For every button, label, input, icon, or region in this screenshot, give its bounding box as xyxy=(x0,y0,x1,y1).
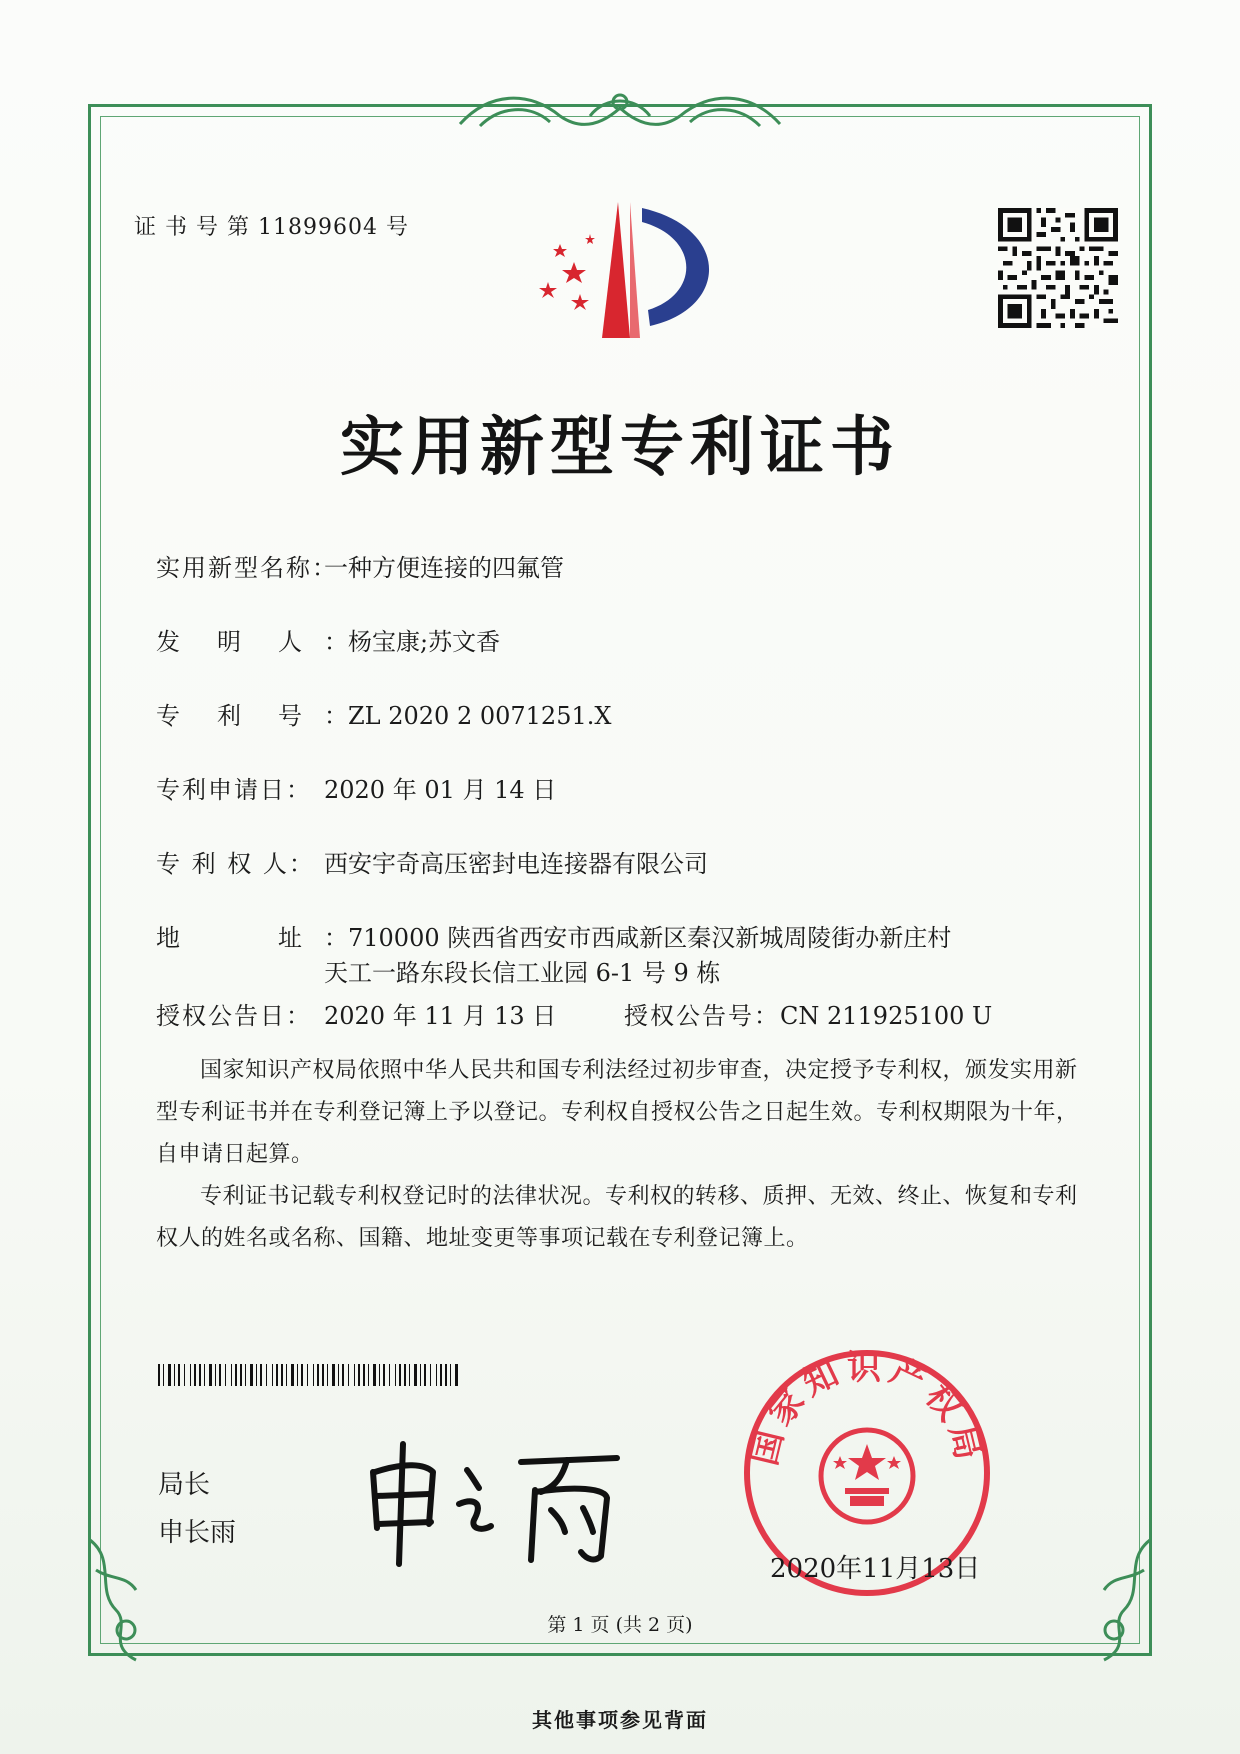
page-number: 第 1 页 (共 2 页) xyxy=(547,1614,693,1636)
field-grant-date xyxy=(156,996,556,1031)
field-label: 专利申请日： xyxy=(156,776,312,804)
patent-office-logo-icon xyxy=(530,198,730,348)
field-label: 发 明 人 xyxy=(156,628,302,656)
bottom-left-ornament-icon xyxy=(76,1530,166,1670)
field-label: 实用新型名称： xyxy=(156,554,338,582)
field-value: 2020 年 01 月 14 日 xyxy=(324,776,557,804)
field-grant-number xyxy=(624,996,992,1031)
field-patent-number: 专 利 号 ：ZL 2020 2 0071251.X xyxy=(156,696,611,731)
top-ornament-icon xyxy=(440,86,800,136)
qr-code-icon xyxy=(998,208,1118,328)
field-label: 专 利 号 xyxy=(156,702,302,730)
footer-note: 其他事项参见背面 xyxy=(532,1708,708,1732)
director-name: 申长雨 xyxy=(158,1518,237,1548)
field-patentee xyxy=(156,844,708,879)
field-label: 专 利 权 人： xyxy=(156,850,315,878)
svg-text:国家知识产权局: 国家知识产权局 xyxy=(744,1348,990,1470)
field-label: 授权公告日： xyxy=(156,1002,312,1030)
certificate-number: 证 书 号 第 11899604 号 xyxy=(134,215,409,240)
field-label: 授权公告号： xyxy=(624,1002,780,1030)
bottom-right-ornament-icon xyxy=(1074,1530,1164,1670)
field-value: 710000 陕西省西安市西咸新区秦汉新城周陵街办新庄村 xyxy=(348,924,952,952)
field-value: 一种方便连接的四氟管 xyxy=(324,554,564,582)
field-value: ZL 2020 2 0071251.X xyxy=(348,702,612,730)
field-value: 杨宝康;苏文香 xyxy=(348,628,501,656)
certificate-title: 实用新型专利证书 xyxy=(340,410,900,485)
grant-statement-paragraph: 国家知识产权局依照中华人民共和国专利法经过初步审查，决定授予专利权，颁发实用新型专利证书并在专利登记簿上予以登记。专利权自授权公告之日起生效。专利权期限为十年，自申请日起算。 xyxy=(156,1058,1079,1167)
barcode-icon xyxy=(158,1364,458,1386)
director-title: 局长 xyxy=(158,1470,211,1500)
field-address-line2: 天工一路东段长信工业园 6-1 号 9 栋 xyxy=(324,959,721,987)
field-filing-date xyxy=(156,770,556,805)
field-label: 地 址 xyxy=(156,924,302,952)
field-value: CN 211925100 U xyxy=(780,1002,993,1030)
field-value: 2020 年 11 月 13 日 xyxy=(324,1002,557,1030)
legal-status-paragraph: 专利证书记载专利权登记时的法律状况。专利权的转移、质押、无效、终止、恢复和专利权人的姓名或名称、国籍、地址变更等事项记载在专利登记簿上。 xyxy=(156,1184,1078,1251)
field-inventor: 发 明 人 ：杨宝康;苏文香 xyxy=(156,622,500,657)
seal-date: 2020年11月13日 xyxy=(770,1554,981,1584)
field-value: 西安宇奇高压密封电连接器有限公司 xyxy=(324,850,708,878)
field-address: 地 址 ：710000 陕西省西安市西咸新区秦汉新城周陵街办新庄村 xyxy=(156,918,951,953)
field-utility-model-name xyxy=(156,548,564,583)
director-signature xyxy=(355,1432,625,1572)
